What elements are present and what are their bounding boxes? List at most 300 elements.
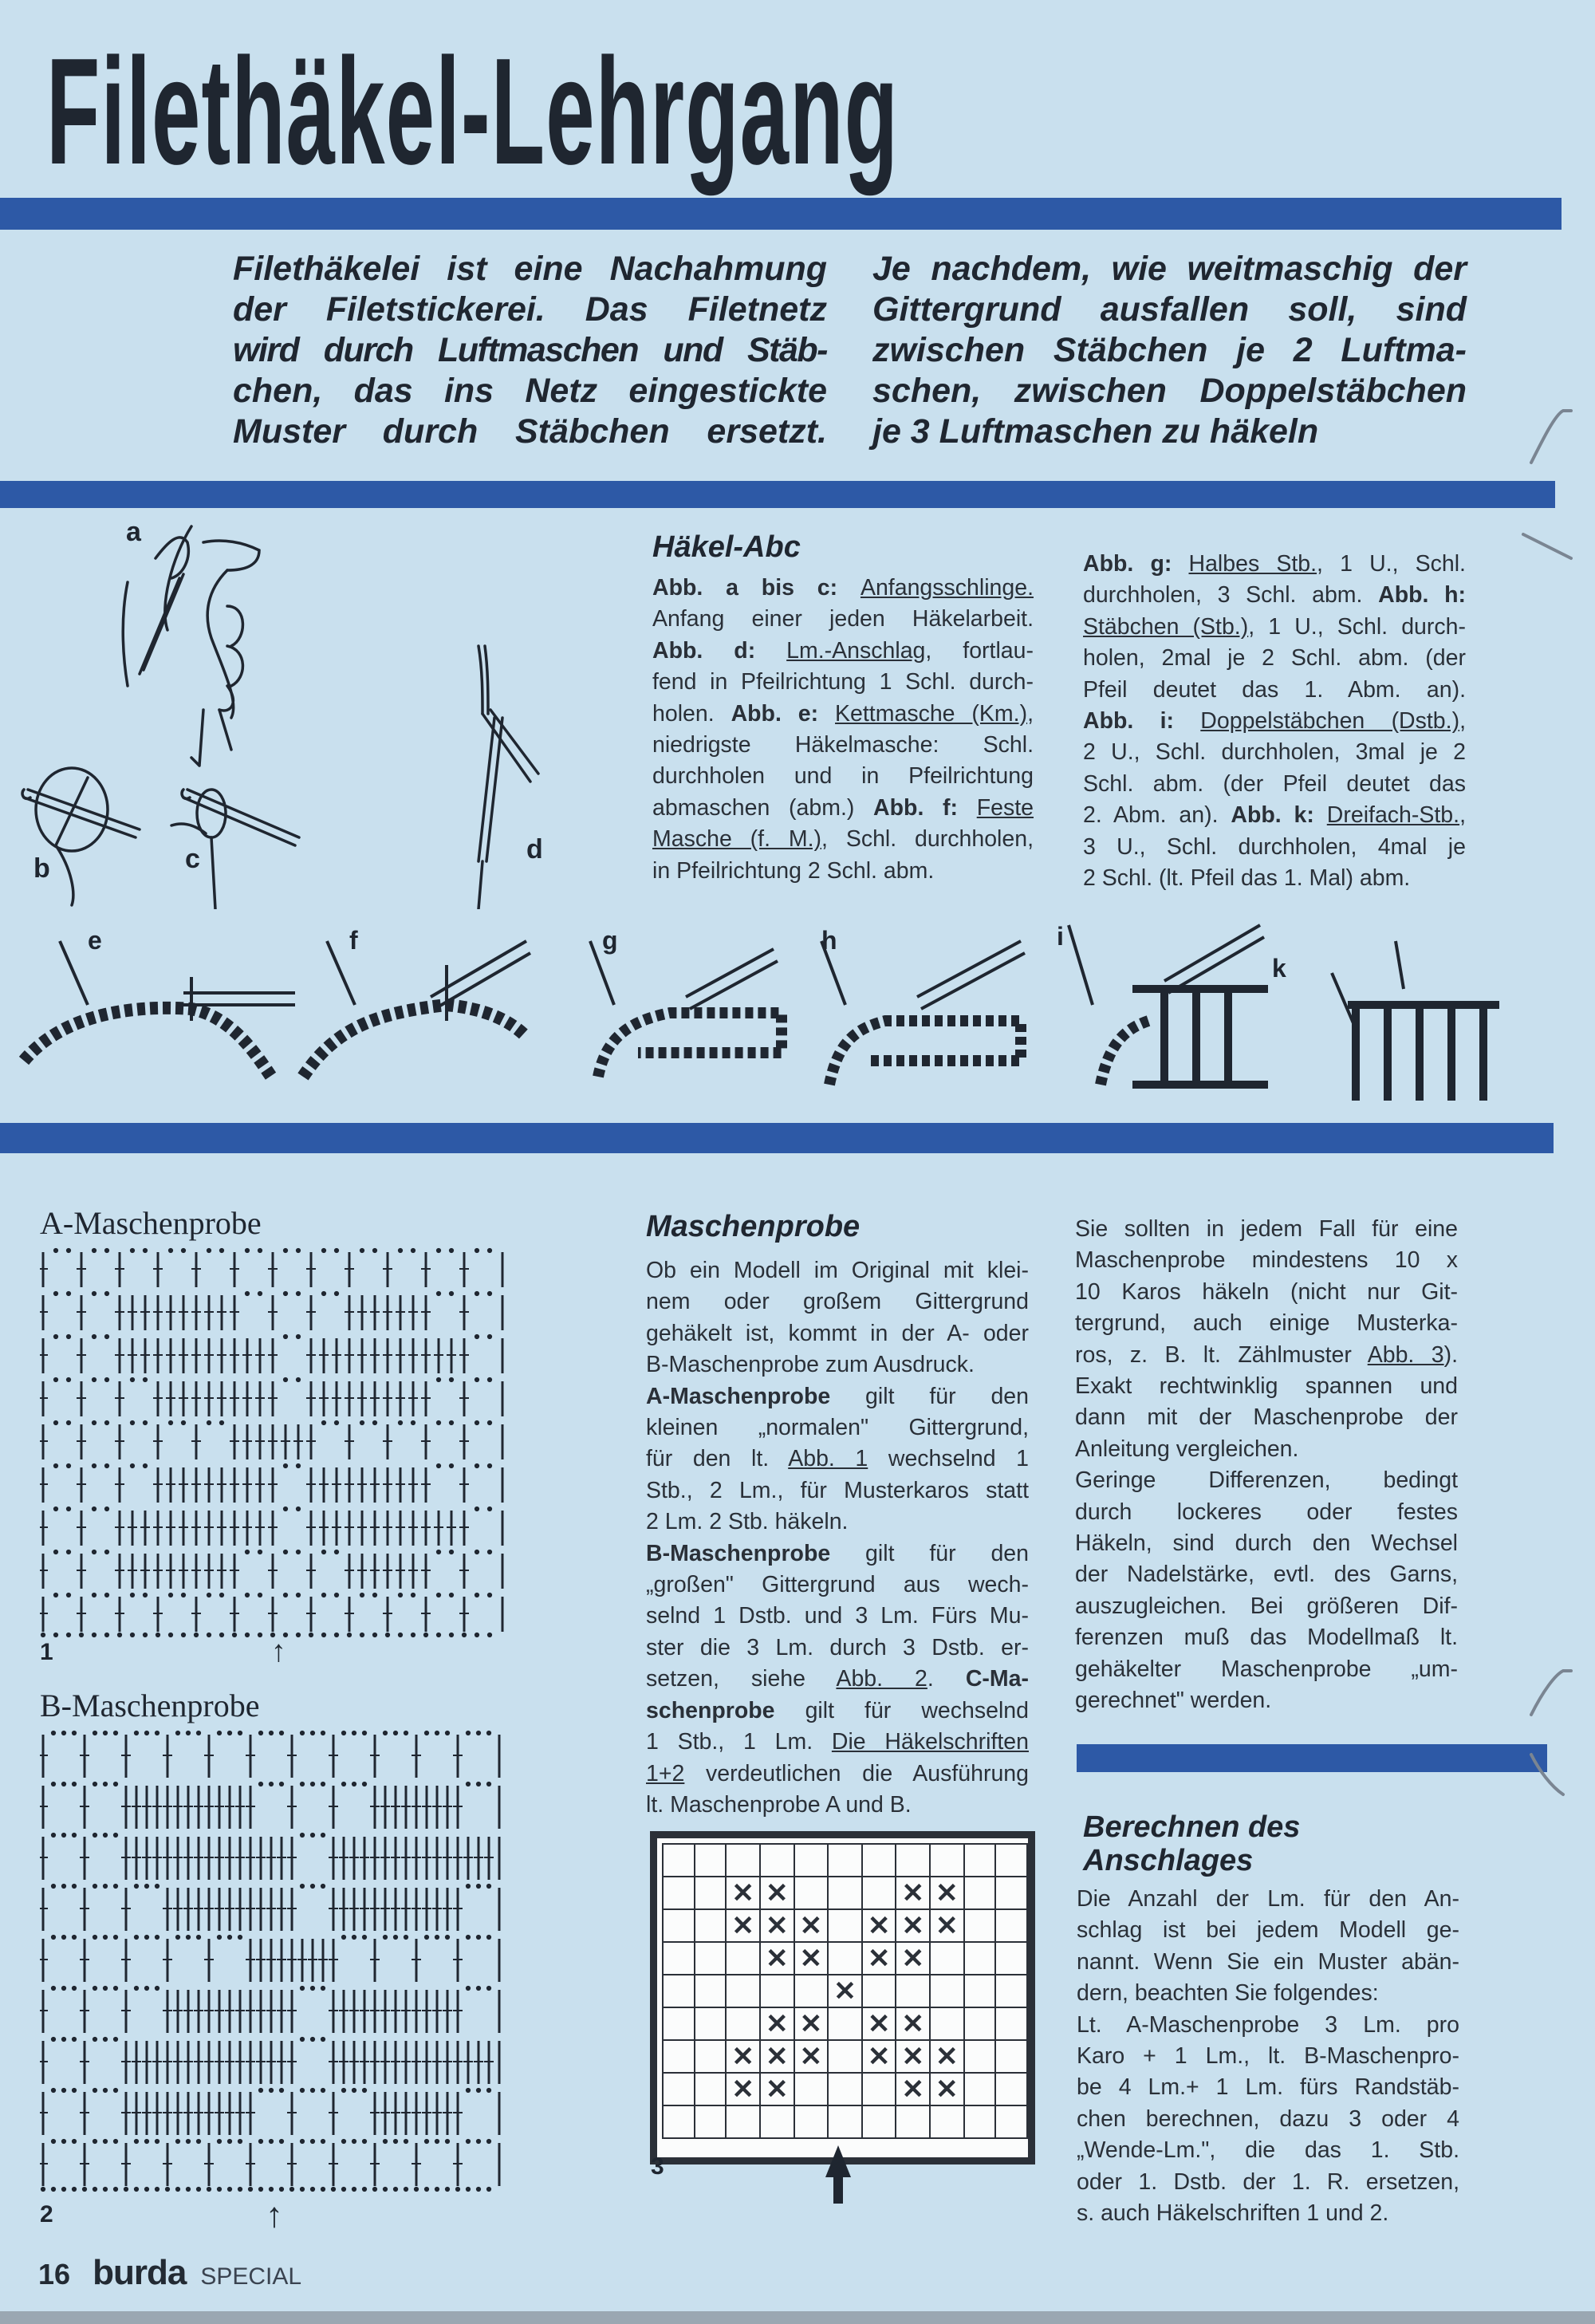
chart-cell-marked: ✕: [930, 2073, 964, 2105]
text-line: [646, 1601, 1029, 1632]
text-segment: „großen" Gittergrund aus wech-: [646, 1572, 1029, 1598]
intro-line: Gittergrund ausfallen soll, sind: [872, 290, 1467, 329]
text-line: [1075, 1497, 1458, 1528]
text-segment: ferenzen muß das Modellmaß lt.: [1075, 1625, 1458, 1651]
chart-cell: [663, 1877, 695, 1909]
text-line: [1075, 1591, 1458, 1622]
text-line: [1077, 1884, 1459, 1915]
section-divider-abc: [0, 481, 1555, 508]
text-segment: gilt für den: [830, 1383, 1029, 1409]
text-line: [1077, 1947, 1459, 1978]
chart-cell: [964, 2105, 996, 2138]
text-segment: gehäkelter Maschenprobe „um-: [1075, 1656, 1458, 1682]
svg-text:k: k: [1272, 954, 1286, 983]
chart-row: [663, 2105, 1027, 2138]
text-line: [1077, 2198, 1459, 2229]
haekel-abc-col2: [1083, 549, 1466, 894]
text-line: [646, 1255, 1029, 1286]
svg-text:a: a: [126, 517, 141, 547]
chart-cell-marked: ✕: [794, 1942, 829, 1975]
chart-cell: [995, 2105, 1027, 2138]
chart-cell: [930, 1975, 964, 2007]
text-segment: tergrund, auch einige Musterka-: [1075, 1310, 1458, 1337]
text-segment: Schl. abm. (der Pfeil deutet das: [1083, 770, 1466, 797]
chart-cell-marked: ✕: [726, 1909, 760, 1942]
text-segment: ,: [1459, 708, 1466, 735]
chart-cell: [726, 1844, 760, 1877]
chart-cell-marked: ✕: [760, 1909, 794, 1942]
text-line: [1083, 675, 1466, 706]
text-segment: durchholen und in Pfeilrichtung: [652, 763, 1034, 790]
text-segment: verdeutlichen die Ausführung: [684, 1760, 1029, 1786]
chart-cell: [862, 1975, 896, 2007]
chart-cell: [896, 1844, 930, 1877]
intro-line: Filethäkelei ist eine Nachahmung: [233, 250, 827, 288]
text-segment: Ob ein Modell im Original mit klei-: [646, 1258, 1029, 1283]
text-line: [646, 1507, 1029, 1538]
text-segment: holen.: [652, 700, 731, 727]
maschenprobe-heading: Maschenprobe: [646, 1210, 861, 1243]
page-number: 16: [38, 2258, 71, 2291]
text-line: [1075, 1434, 1458, 1465]
text-line: [646, 1790, 1029, 1821]
text-segment: auszugleichen. Bei größeren Dif-: [1075, 1593, 1458, 1619]
text-segment: wechselnd 1: [868, 1446, 1029, 1472]
chart-cell: [695, 1877, 727, 1909]
chart-cell: [726, 2007, 760, 2040]
intro-line: Je nachdem, wie weitmaschig der: [872, 250, 1467, 288]
text-segment: Feste: [976, 794, 1034, 821]
chart-cell: [794, 2105, 829, 2138]
chart-cell: [663, 2040, 695, 2073]
text-segment: Lt. A-Maschenprobe 3 Lm. pro: [1077, 2011, 1459, 2038]
text-line: [646, 1444, 1029, 1475]
a-probe-heading: A-Maschenprobe: [40, 1205, 262, 1241]
intro-line: je 3 Luftmaschen zu häkeln: [872, 412, 1319, 451]
text-segment: Abb. i:: [1083, 708, 1201, 735]
chart-cell: [663, 2073, 695, 2105]
chart-cell-marked: ✕: [862, 2040, 896, 2073]
chart-cell-marked: ✕: [896, 2007, 930, 2040]
chart-cell-marked: ✕: [794, 2007, 829, 2040]
text-line: [1075, 1214, 1458, 1245]
text-segment: in Pfeilrichtung 2 Schl. abm.: [652, 857, 935, 884]
berechnen-heading-line1: Berechnen des: [1083, 1810, 1301, 1844]
text-segment: .: [927, 1666, 966, 1692]
text-line: [652, 667, 1034, 698]
filet-diagram-svg: [40, 1244, 506, 1638]
text-segment: Die Anzahl der Lm. für den An-: [1077, 1886, 1459, 1912]
chart-cell: [964, 1909, 996, 1942]
chart-cell: [964, 2073, 996, 2105]
crochet-illustration-e-k: [0, 917, 1515, 1101]
text-segment: durchholen, 3 Schl. abm.: [1083, 582, 1379, 609]
page-bottom-edge: [0, 2311, 1595, 2324]
chart-cell-marked: ✕: [896, 1942, 930, 1975]
chart-cell: [794, 1877, 829, 1909]
text-segment: , 1 U., Schl. durch-: [1248, 613, 1466, 640]
chart-cell-marked: ✕: [760, 2007, 794, 2040]
intro-line: der Filetstickerei. Das Filetnetz: [233, 290, 827, 329]
text-line: [1077, 2135, 1459, 2166]
chart-cell: [995, 1877, 1027, 1909]
text-line: [652, 604, 1034, 635]
chart-cell: [930, 2105, 964, 2138]
text-segment: für den lt.: [646, 1446, 789, 1472]
chart-cell: [862, 2105, 896, 2138]
chart-cell-marked: ✕: [794, 1909, 829, 1942]
chart-cell: [828, 1877, 862, 1909]
text-segment: B-Maschenprobe zum Ausdruck.: [646, 1352, 975, 1378]
chart-cell: [862, 2073, 896, 2105]
chart-cell: [726, 2105, 760, 2138]
svg-text:h: h: [821, 926, 837, 955]
text-segment: oder 1. Dstb. der 1. R. ersetzen,: [1077, 2168, 1459, 2195]
a-probe-diagram: [40, 1244, 518, 1639]
text-segment: Stb., 2 Lm., für Musterkaros statt: [646, 1477, 1029, 1503]
chart-cell-marked: ✕: [930, 1909, 964, 1942]
text-segment: Pfeil deutet das 1. Abm. an).: [1083, 676, 1466, 703]
text-segment: ,: [1027, 700, 1034, 727]
svg-text:f: f: [349, 926, 358, 955]
text-segment: C-Ma-: [965, 1666, 1029, 1692]
text-segment: Kettmasche (Km.): [835, 700, 1028, 727]
text-line: [1083, 769, 1466, 800]
chart-cell: [964, 2040, 996, 2073]
b-probe-heading: B-Maschenprobe: [40, 1688, 260, 1723]
count-pattern-grid: [662, 1843, 1028, 2139]
text-line: [646, 1664, 1029, 1695]
chart-cell: [695, 1844, 727, 1877]
text-segment: 3 U., Schl. durchholen, 4mal je: [1083, 833, 1466, 860]
text-segment: fend in Pfeilrichtung 1 Schl. durch-: [652, 669, 1034, 695]
chart-cell-marked: ✕: [726, 2073, 760, 2105]
chart-cell: [695, 2007, 727, 2040]
text-line: [1075, 1465, 1458, 1496]
chart-cell: [695, 1942, 727, 1975]
text-segment: 2 U., Schl. durchholen, 3mal je 2: [1083, 739, 1466, 766]
text-segment: nem oder großem Gittergrund: [646, 1289, 1029, 1315]
chart-cell: [828, 2105, 862, 2138]
text-segment: Die Häkelschriften: [831, 1729, 1029, 1755]
text-segment: Anleitung vergleichen.: [1075, 1436, 1299, 1462]
chart-row: [663, 2040, 1027, 2073]
brand-edition: SPECIAL: [200, 2263, 302, 2290]
text-segment: ros, z. B. lt. Zählmuster: [1075, 1341, 1368, 1368]
text-segment: Sie sollten in jedem Fall für eine: [1075, 1216, 1458, 1242]
chart-cell: [695, 1975, 727, 2007]
text-segment: B-Maschenprobe: [646, 1540, 831, 1566]
text-segment: , 1 U., Schl.: [1317, 551, 1466, 577]
chart-cell: [663, 2105, 695, 2138]
chart-row: [663, 1877, 1027, 1909]
svg-text:g: g: [602, 926, 618, 955]
chart-cell: [828, 2073, 862, 2105]
text-segment: gilt für wechselnd: [774, 1697, 1029, 1723]
chart-cell: [828, 1909, 862, 1942]
text-line: [1083, 737, 1466, 768]
chart-cell: [995, 2040, 1027, 2073]
chart-cell-marked: ✕: [896, 2073, 930, 2105]
section-divider-berechnen: [1077, 1744, 1547, 1772]
text-line: [646, 1538, 1029, 1570]
text-segment: Abb. d:: [652, 637, 787, 664]
svg-text:b: b: [33, 853, 50, 884]
chart-cell: [663, 1975, 695, 2007]
page-title: Filethäkel-Lehrgang: [46, 27, 900, 196]
chart3-arrow-icon: [825, 2145, 851, 2177]
chart-cell-marked: ✕: [760, 2073, 794, 2105]
chart-cell: [995, 1975, 1027, 2007]
intro-right: [872, 249, 1467, 452]
text-line: [1077, 2010, 1459, 2041]
chart-row: [663, 1909, 1027, 1942]
chart-cell: [930, 2007, 964, 2040]
text-segment: niedrigste Häkelmasche: Schl.: [652, 732, 1034, 758]
text-line: [1077, 2167, 1459, 2198]
text-line: [1083, 580, 1466, 611]
chart-cell-marked: ✕: [862, 2007, 896, 2040]
text-segment: lt. Maschenprobe A und B.: [646, 1791, 912, 1818]
text-line: [1083, 549, 1466, 580]
text-segment: gehäkelt ist, kommt in der A- oder: [646, 1320, 1029, 1346]
text-line: [652, 730, 1034, 761]
text-line: [652, 699, 1034, 730]
text-segment: Abb. e:: [731, 700, 836, 727]
chart-cell: [663, 1909, 695, 1942]
text-line: [1083, 643, 1466, 674]
chart3-figure-number: 3: [651, 2153, 664, 2180]
text-line: [652, 793, 1034, 824]
haekel-abc-col1: [652, 573, 1034, 887]
text-line: [1075, 1622, 1458, 1653]
text-segment: Abb. 2: [836, 1666, 927, 1692]
text-segment: Abb. a bis c:: [652, 575, 861, 601]
text-segment: Abb. f:: [873, 794, 977, 821]
text-segment: Geringe Differenzen, bedingt: [1075, 1467, 1458, 1494]
chart-cell: [695, 2040, 727, 2073]
chart-cell-marked: ✕: [726, 1877, 760, 1909]
text-segment: holen, 2mal je 2 Schl. abm. (der: [1083, 645, 1466, 672]
text-line: [1083, 832, 1466, 863]
text-segment: schenprobe: [646, 1697, 775, 1723]
a-probe-figure-number: 1: [40, 1639, 53, 1665]
intro-line: wird durch Luftmaschen und Stäb-: [233, 331, 827, 369]
text-segment: Dreifach-Stb.: [1326, 802, 1460, 829]
text-segment: Karo + 1 Lm., lt. B-Maschenpro-: [1077, 2043, 1459, 2070]
text-segment: Abb. g:: [1083, 551, 1189, 577]
chart-row: [663, 1844, 1027, 1877]
text-segment: A-Maschenprobe: [646, 1383, 831, 1409]
crochet-illustration-a-d: [0, 510, 630, 909]
text-segment: 2 Lm. 2 Stb. häkeln.: [646, 1509, 849, 1535]
chart-cell: [760, 2105, 794, 2138]
chart-cell: [896, 2105, 930, 2138]
chart-cell: [828, 2007, 862, 2040]
text-segment: ).: [1443, 1341, 1458, 1368]
filet-diagram-svg: [40, 1727, 502, 2192]
text-line: [646, 1412, 1029, 1444]
text-segment: „Wende-Lm.", die das 1. Stb.: [1077, 2137, 1459, 2164]
text-line: [646, 1286, 1029, 1318]
chart-cell-marked: ✕: [862, 1942, 896, 1975]
text-line: [646, 1381, 1029, 1412]
text-segment: ,: [1459, 802, 1466, 829]
text-line: [1075, 1559, 1458, 1590]
chart-cell: [663, 2007, 695, 2040]
intro-line: Muster durch Stäbchen ersetzt.: [233, 412, 827, 451]
text-segment: dern, beachten Sie folgendes:: [1077, 1980, 1379, 2007]
text-line: [1075, 1685, 1458, 1716]
chart-cell: [964, 1942, 996, 1975]
text-segment: Doppelstäbchen (Dstb.): [1200, 708, 1460, 735]
text-segment: Masche (f. M.): [652, 826, 822, 853]
text-line: [1075, 1277, 1458, 1308]
berechnen-heading-line2: Anschlages: [1083, 1844, 1254, 1877]
chart-cell: [862, 1877, 896, 1909]
haekel-abc-heading: Häkel-Abc: [652, 530, 801, 564]
chart-cell: [726, 1975, 760, 2007]
text-segment: schlag ist bei jedem Modell ge-: [1077, 1917, 1459, 1944]
text-line: [646, 1696, 1029, 1727]
chart-cell: [964, 2007, 996, 2040]
text-line: [1077, 2072, 1459, 2103]
chart-cell: [964, 1975, 996, 2007]
text-line: [1075, 1340, 1458, 1371]
chart-cell: [794, 1844, 829, 1877]
count-pattern-chart: [650, 1831, 1035, 2164]
text-line: [646, 1759, 1029, 1790]
text-segment: kleinen „normalen" Gittergrund,: [646, 1415, 1029, 1441]
text-line: [1077, 2104, 1459, 2135]
text-segment: 1 Stb., 1 Lm.: [646, 1729, 832, 1755]
text-segment: gilt für den: [830, 1540, 1029, 1566]
chart-cell: [896, 1975, 930, 2007]
chart-cell: [995, 2073, 1027, 2105]
text-line: [1083, 612, 1466, 643]
svg-text:i: i: [1057, 922, 1064, 951]
text-segment: , Schl. durchholen,: [821, 826, 1034, 853]
intro-left: [233, 249, 827, 452]
text-line: [652, 636, 1034, 667]
chart-cell: [828, 1844, 862, 1877]
text-segment: Lm.-Anschlag: [786, 637, 926, 664]
text-line: [1077, 1978, 1459, 2009]
chart3-arrow-shaft: [833, 2173, 843, 2204]
text-segment: 10 Karos häkeln (nicht nur Git-: [1075, 1278, 1458, 1305]
text-segment: dann mit der Maschenprobe der: [1075, 1404, 1458, 1431]
text-line: [646, 1318, 1029, 1349]
chart-cell-marked: ✕: [726, 2040, 760, 2073]
text-segment: chen berechnen, dazu 3 oder 4: [1077, 2105, 1459, 2132]
text-line: [1075, 1402, 1458, 1433]
text-line: [1083, 800, 1466, 831]
text-segment: Stäbchen (Stb.): [1083, 613, 1249, 640]
chart-cell-marked: ✕: [896, 2040, 930, 2073]
chart-cell-marked: ✕: [760, 1877, 794, 1909]
chart-cell: [964, 1877, 996, 1909]
b-probe-arrow-icon: ↑: [266, 2196, 283, 2235]
chart-row: [663, 1975, 1027, 2007]
chart-cell-marked: ✕: [828, 1975, 862, 2007]
text-segment: s. auch Häkelschriften 1 und 2.: [1077, 2200, 1389, 2227]
chart-cell: [794, 2073, 829, 2105]
text-segment: Exakt rechtwinklig spannen und: [1075, 1373, 1458, 1400]
chart-cell: [964, 1844, 996, 1877]
chart-cell-marked: ✕: [794, 2040, 829, 2073]
chart-cell: [828, 2040, 862, 2073]
chart-cell: [794, 1975, 829, 2007]
chart-cell: [695, 2105, 727, 2138]
svg-text:e: e: [88, 926, 102, 955]
berechnen-text: [1077, 1884, 1459, 2229]
chart-cell: [695, 2073, 727, 2105]
chart-cell: [828, 1942, 862, 1975]
text-segment: Abb. k:: [1231, 802, 1327, 829]
svg-text:d: d: [526, 834, 543, 865]
text-line: [652, 573, 1034, 604]
text-line: [652, 761, 1034, 792]
text-line: [646, 1633, 1029, 1664]
maschenprobe-text: [646, 1255, 1029, 1821]
chart-cell: [995, 1844, 1027, 1877]
b-probe-diagram: [40, 1727, 518, 2197]
binder-ring-icons: [1515, 399, 1595, 1994]
text-line: [1077, 1915, 1459, 1946]
berechnen-heading: [1083, 1810, 1300, 1877]
text-segment: Abb. 1: [788, 1446, 868, 1472]
chart-cell: [862, 1844, 896, 1877]
text-segment: setzen, siehe: [646, 1666, 837, 1692]
text-line: [646, 1727, 1029, 1758]
text-segment: gerechnet" werden.: [1075, 1688, 1272, 1714]
chart-cell: [930, 1844, 964, 1877]
chart-cell: [930, 1942, 964, 1975]
text-line: [1083, 863, 1466, 894]
text-line: [646, 1349, 1029, 1381]
text-line: [1075, 1308, 1458, 1339]
chart-row: [663, 2007, 1027, 2040]
text-segment: der Nadelstärke, evtl. des Garns,: [1075, 1562, 1458, 1588]
text-line: [646, 1570, 1029, 1601]
chart-row: [663, 2073, 1027, 2105]
brand-logo: burda: [93, 2253, 187, 2292]
text-segment: 2. Abm. an).: [1083, 802, 1231, 829]
svg-text:c: c: [185, 844, 200, 874]
intro-line: schen, zwischen Doppelstäbchen: [872, 372, 1467, 410]
section-divider-probe: [0, 1123, 1554, 1153]
text-segment: nannt. Wenn Sie ein Muster abän-: [1077, 1948, 1459, 1975]
text-segment: Häkeln, sind durch den Wechsel: [1075, 1530, 1458, 1557]
chart-cell-marked: ✕: [862, 1909, 896, 1942]
text-segment: 2 Schl. (lt. Pfeil das 1. Mal) abm.: [1083, 865, 1411, 892]
text-line: [1075, 1371, 1458, 1402]
text-line: [1075, 1654, 1458, 1685]
intro-line: chen, das ins Netz eingestickte: [233, 372, 827, 410]
text-line: [1077, 2041, 1459, 2072]
page-footer: [38, 2253, 301, 2293]
chart-cell: [663, 1942, 695, 1975]
chart-cell: [726, 1942, 760, 1975]
maschenprobe-advice-text: [1075, 1214, 1458, 1717]
chart-row: [663, 1942, 1027, 1975]
text-line: [1075, 1528, 1458, 1559]
text-segment: Halbes Stb.: [1188, 551, 1317, 577]
chart-cell: [760, 1975, 794, 2007]
intro-line: zwischen Stäbchen je 2 Luftma-: [872, 331, 1467, 369]
chart-cell-marked: ✕: [930, 1877, 964, 1909]
a-probe-arrow-icon: ↑: [271, 1635, 286, 1668]
